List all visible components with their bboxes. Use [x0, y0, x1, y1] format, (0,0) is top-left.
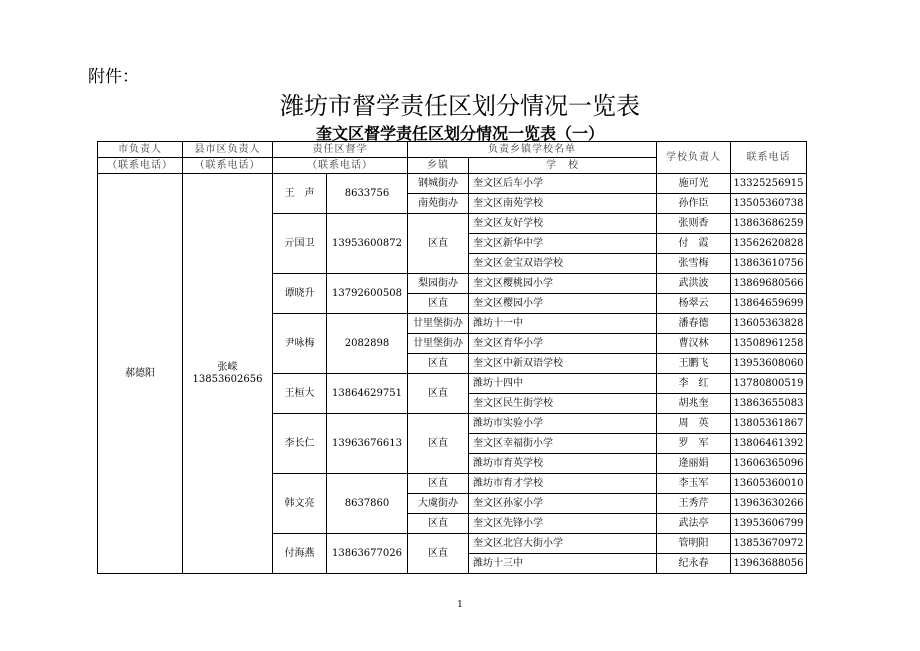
- header-city-phone: （联系电话）: [98, 158, 183, 174]
- contact-phone: 13863610756: [731, 254, 807, 274]
- principal-name: 纪永春: [657, 554, 731, 574]
- principal-name: 管明阳: [657, 534, 731, 554]
- contact-phone: 13863655083: [731, 394, 807, 414]
- header-inspector-phone: （联系电话）: [273, 158, 408, 174]
- inspector-phone: 8637860: [327, 474, 408, 534]
- principal-name: 罗 军: [657, 434, 731, 454]
- contact-phone: 13605363828: [731, 314, 807, 334]
- contact-phone: 13505360738: [731, 194, 807, 214]
- township: 区直: [408, 534, 469, 574]
- county-leader-phone: 13853602656: [192, 373, 263, 385]
- principal-name: 胡兆奎: [657, 394, 731, 414]
- contact-phone: 13606365096: [731, 454, 807, 474]
- contact-phone: 13605360010: [731, 474, 807, 494]
- principal-name: 李 红: [657, 374, 731, 394]
- school-name: 奎文区友好学校: [469, 214, 657, 234]
- inspector-phone: 13963676613: [327, 414, 408, 474]
- inspector-phone: 13864629751: [327, 374, 408, 414]
- contact-phone: 13863686259: [731, 214, 807, 234]
- school-name: 奎文区育华小学: [469, 334, 657, 354]
- school-name: 奎文区北宫大街小学: [469, 534, 657, 554]
- school-name: 潍坊十一中: [469, 314, 657, 334]
- principal-name: 张则香: [657, 214, 731, 234]
- inspector-name: 韩文亮: [273, 474, 327, 534]
- inspector-name: 付海燕: [273, 534, 327, 574]
- school-name: 潍坊十四中: [469, 374, 657, 394]
- school-name: 奎文区新华中学: [469, 234, 657, 254]
- school-name: 潍坊市实验小学: [469, 414, 657, 434]
- header-schools-group: 负责乡镇学校名单: [408, 142, 657, 158]
- header-school: 学 校: [469, 158, 657, 174]
- inspector-name: 亓国卫: [273, 214, 327, 274]
- inspector-phone: 13792600508: [327, 274, 408, 314]
- header-township: 乡镇: [408, 158, 469, 174]
- contact-phone: 13853670972: [731, 534, 807, 554]
- principal-name: 李玉军: [657, 474, 731, 494]
- contact-phone: 13562620828: [731, 234, 807, 254]
- sub-title: 奎文区督学责任区划分情况一览表（一）: [315, 124, 604, 143]
- township: 区直: [408, 294, 469, 314]
- principal-name: 逄丽娟: [657, 454, 731, 474]
- contact-phone: 13780800519: [731, 374, 807, 394]
- inspector-phone: 2082898: [327, 314, 408, 374]
- township: 梨园街办: [408, 274, 469, 294]
- school-name: 奎文区南苑学校: [469, 194, 657, 214]
- inspector-name: 王桓大: [273, 374, 327, 414]
- contact-phone: 13963630266: [731, 494, 807, 514]
- township: 廿里堡街办: [408, 334, 469, 354]
- township: 区直: [408, 354, 469, 374]
- township: 钢城街办: [408, 174, 469, 194]
- township: 区直: [408, 414, 469, 474]
- inspector-phone: 13863677026: [327, 534, 408, 574]
- township: 廿里堡街办: [408, 314, 469, 334]
- principal-name: 王秀芹: [657, 494, 731, 514]
- county-leader-name: 张嵘: [217, 361, 238, 373]
- header-principal: 学校负责人: [657, 142, 731, 174]
- inspector-phone: 8633756: [327, 174, 408, 214]
- principal-name: 孙作臣: [657, 194, 731, 214]
- county-leader: [183, 174, 273, 574]
- school-name: 奎文区后车小学: [469, 174, 657, 194]
- principal-name: 周 英: [657, 414, 731, 434]
- header-city-person: 市负责人: [98, 142, 183, 158]
- school-name: 奎文区先锋小学: [469, 514, 657, 534]
- principal-name: 张雪梅: [657, 254, 731, 274]
- main-title: 潍坊市督学责任区划分情况一览表: [280, 92, 640, 120]
- contact-phone: 13806461392: [731, 434, 807, 454]
- school-name: 奎文区幸福街小学: [469, 434, 657, 454]
- school-name: 奎文区民生街学校: [469, 394, 657, 414]
- township: 南苑街办: [408, 194, 469, 214]
- inspector-name: 谭晓升: [273, 274, 327, 314]
- contact-phone: 13953608060: [731, 354, 807, 374]
- page-number: 1: [457, 600, 463, 610]
- school-name: 奎文区孙家小学: [469, 494, 657, 514]
- principal-name: 施可光: [657, 174, 731, 194]
- principal-name: 武洪波: [657, 274, 731, 294]
- contact-phone: 13325256915: [731, 174, 807, 194]
- inspector-phone: 13953600872: [327, 214, 408, 274]
- township: 区直: [408, 514, 469, 534]
- contact-phone: 13805361867: [731, 414, 807, 434]
- contact-phone: 13508961258: [731, 334, 807, 354]
- header-county-person: 县市区负责人: [183, 142, 273, 158]
- city-leader: 郝德阳: [98, 174, 183, 574]
- township: 大虞街办: [408, 494, 469, 514]
- township: 区直: [408, 374, 469, 414]
- principal-name: 王鹏飞: [657, 354, 731, 374]
- contact-phone: 13953606799: [731, 514, 807, 534]
- school-name: 奎文区中新双语学校: [469, 354, 657, 374]
- attachment-label: 附件：: [88, 67, 139, 87]
- contact-phone: 13963688056: [731, 554, 807, 574]
- principal-name: 杨翠云: [657, 294, 731, 314]
- school-name: 潍坊市育才学校: [469, 474, 657, 494]
- inspector-name: 王 声: [273, 174, 327, 214]
- header-phone: 联系电话: [731, 142, 807, 174]
- principal-name: 潘春德: [657, 314, 731, 334]
- inspection-table: [97, 141, 807, 574]
- contact-phone: 13869680566: [731, 274, 807, 294]
- school-name: 奎文区金宝双语学校: [469, 254, 657, 274]
- school-name: 潍坊十三中: [469, 554, 657, 574]
- contact-phone: 13864659699: [731, 294, 807, 314]
- school-name: 奎文区樱园小学: [469, 294, 657, 314]
- header-county-phone: （联系电话）: [183, 158, 273, 174]
- school-name: 潍坊市育英学校: [469, 454, 657, 474]
- township: 区直: [408, 474, 469, 494]
- school-name: 奎文区樱桃园小学: [469, 274, 657, 294]
- principal-name: 付 霞: [657, 234, 731, 254]
- inspector-name: 尹咏梅: [273, 314, 327, 374]
- header-inspector: 责任区督学: [273, 142, 408, 158]
- principal-name: 曹汉林: [657, 334, 731, 354]
- township: 区直: [408, 214, 469, 274]
- principal-name: 武法亭: [657, 514, 731, 534]
- inspector-name: 李长仁: [273, 414, 327, 474]
